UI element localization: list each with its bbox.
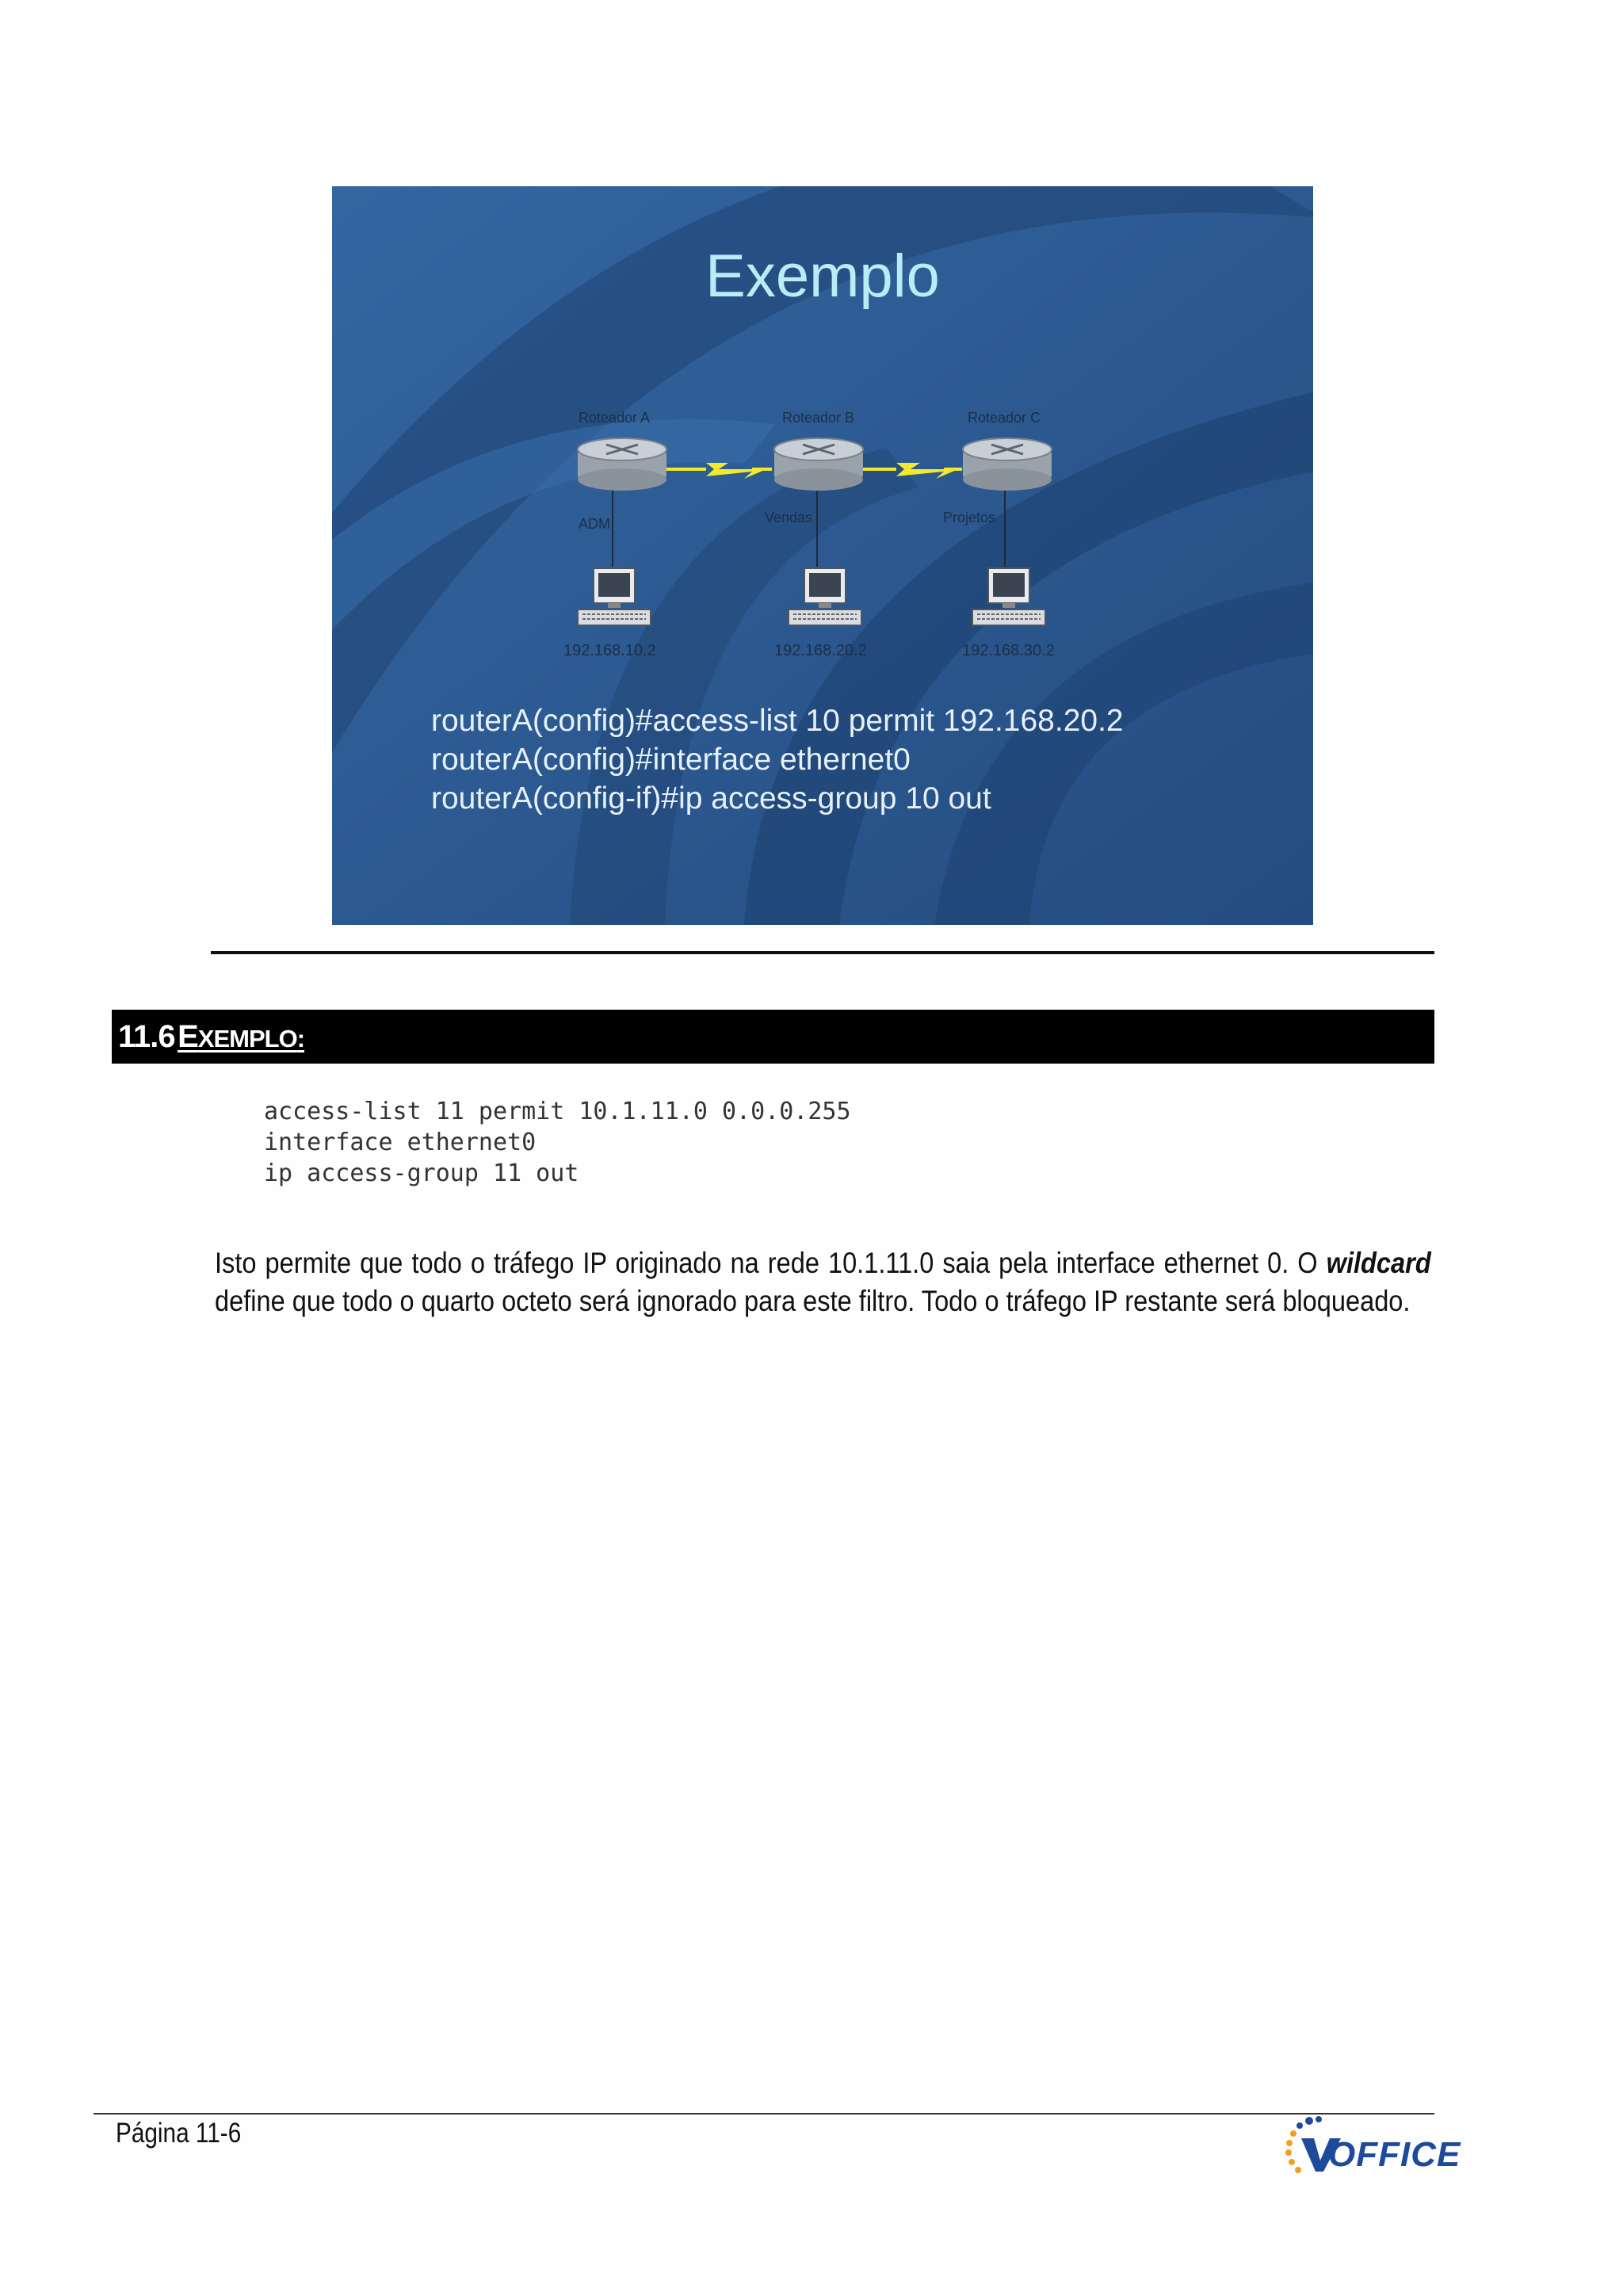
section-number: 11.6 (118, 1019, 175, 1054)
paragraph-emphasis: wildcard (1326, 1247, 1431, 1279)
router-b-label: Roteador B (782, 410, 855, 426)
code-line: interface ethernet0 (264, 1129, 537, 1156)
ip-vendas-label: 192.168.20.2 (774, 642, 867, 659)
slide-command-line: routerA(config)#access-list 10 permit 192.168.20.2 (431, 704, 1124, 738)
ip-projetos-label: 192.168.30.2 (962, 642, 1055, 659)
body-paragraph (215, 1244, 1431, 1320)
slide-title: Exemplo (705, 243, 940, 310)
router-a-icon (578, 438, 666, 491)
lan-projetos-label: Projetos (943, 510, 996, 525)
pc-projetos-icon (972, 568, 1045, 625)
router-c-label: Roteador C (968, 410, 1041, 426)
lan-vendas-label: Vendas (765, 510, 813, 525)
paragraph-text-start: Isto permite que todo o tráfego IP originado na rede 10.1.11.0 saia pela interface ethernet 0. O (215, 1247, 1327, 1279)
page-number: Página 11-6 (116, 2118, 242, 2149)
footer-rule (94, 2113, 1434, 2115)
serial-link-ab (659, 463, 772, 479)
section-title-initial: E (178, 1019, 198, 1054)
horizontal-rule (211, 951, 1434, 954)
pc-vendas-icon (789, 568, 861, 625)
pc-adm-icon (578, 568, 651, 625)
section-title (118, 1019, 304, 1055)
section-header (112, 1010, 1434, 1064)
slide-command-line: routerA(config)#interface ethernet0 (431, 743, 911, 777)
lan-adm-label: ADM (579, 516, 610, 532)
ip-adm-label: 192.168.10.2 (563, 642, 656, 659)
router-b-icon (774, 438, 863, 491)
section-title-rest: XEMPLO (197, 1025, 297, 1052)
section-title-colon: : (296, 1025, 305, 1052)
serial-link-bc (862, 463, 962, 479)
code-line: access-list 11 permit 10.1.11.0 0.0.0.255 (264, 1098, 851, 1125)
router-c-icon (963, 438, 1052, 491)
router-a-label: Roteador A (579, 410, 651, 426)
code-line: ip access-group 11 out (264, 1159, 579, 1187)
logo-text: OFFICE (1328, 2135, 1461, 2174)
slide-command-line: routerA(config-if)#ip access-group 10 out (431, 781, 991, 816)
slide-commands (431, 701, 1124, 818)
code-block (264, 1096, 851, 1189)
slide-image (332, 186, 1313, 925)
paragraph-text-end: define que todo o quarto octeto será ignorado para este filtro. Todo o tráfego IP restante será bloqueado. (215, 1285, 1411, 1317)
